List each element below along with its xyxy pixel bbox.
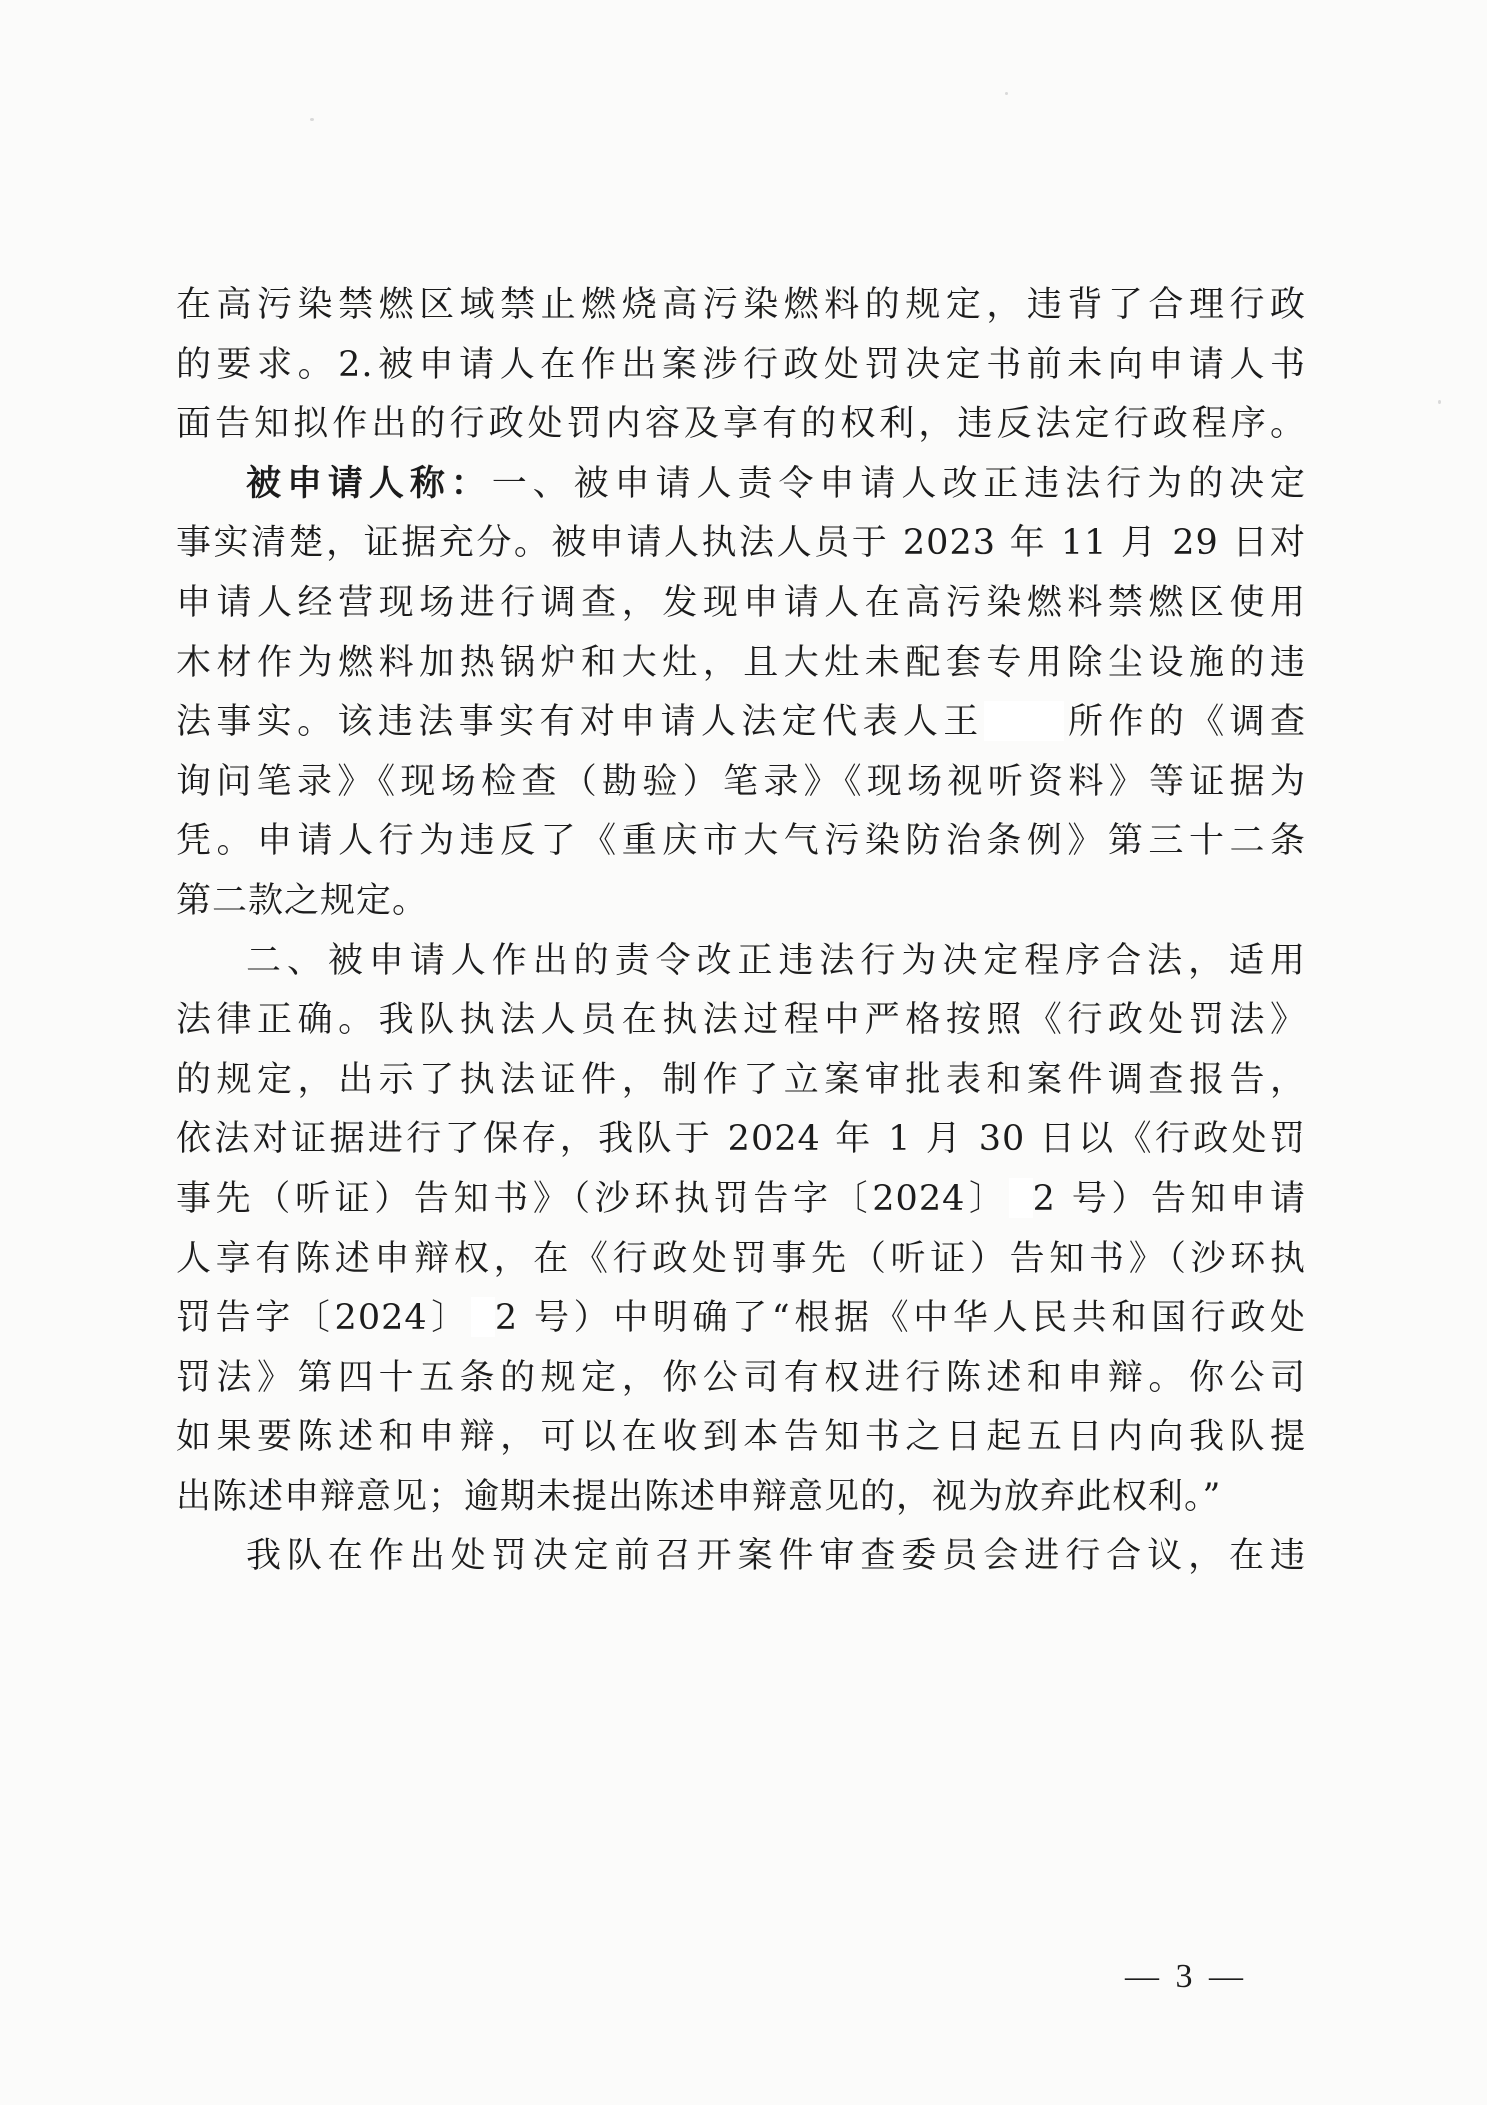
text-line: 二、被申请人作出的责令改正违法行为决定程序合法，适用 (246, 940, 1306, 981)
text-line (176, 1170, 1306, 1230)
text-fragment: 2 号）告知申请 (1032, 1178, 1306, 1219)
redaction-box (984, 701, 1064, 741)
text-line: 询问笔录》《现场检查（勘验）笔录》《现场视听资料》等证据为 (176, 761, 1306, 802)
text-line: 第二款之规定。 (176, 880, 429, 921)
redaction-box (1009, 1178, 1033, 1218)
text-fragment: 法事实。该违法事实有对申请人法定代表人王 (176, 702, 984, 743)
page-number: — 3 — (1125, 1958, 1247, 1995)
text-line: 的规定，出示了执法证件，制作了立案审批表和案件调查报告， (176, 1059, 1306, 1100)
text-line: 面告知拟作出的行政处罚内容及享有的权利，违反法定行政程序。 (176, 404, 1306, 445)
text-fragment: 一、被申请人责令申请人改正违法行为的决定 (491, 463, 1306, 504)
scan-speck (1438, 400, 1441, 404)
text-line: 罚法》第四十五条的规定，你公司有权进行陈述和申辩。你公司 (176, 1357, 1306, 1398)
text-line: 木材作为燃料加热锅炉和大灶，且大灶未配套专用除尘设施的违 (176, 642, 1306, 683)
text-line: 在高污染禁燃区域禁止燃烧高污染燃料的规定，违背了合理行政 (176, 285, 1306, 325)
document-body (176, 276, 1306, 1587)
text-line: 出陈述申辩意见；逾期未提出陈述申辩意见的，视为放弃此权利。” (176, 1476, 1222, 1517)
redaction-box (471, 1297, 495, 1337)
text-line (176, 693, 1306, 753)
text-line: 的要求。2.被申请人在作出案涉行政处罚决定书前未向申请人书 (176, 344, 1306, 385)
text-fragment: 所作的《调查 (1063, 702, 1306, 743)
text-fragment: 事先（听证）告知书》（沙环执罚告字〔2024〕 (176, 1178, 1009, 1219)
text-line: 我队在作出处罚决定前召开案件审查委员会进行合议，在违 (246, 1536, 1306, 1577)
respondent-statement-line (176, 455, 1306, 515)
text-line: 事实清楚，证据充分。被申请人执法人员于 2023 年 11 月 29 日对 (176, 523, 1306, 564)
text-line: 凭。申请人行为违反了《重庆市大气污染防治条例》第三十二条 (176, 821, 1306, 862)
text-line: 如果要陈述和申辩，可以在收到本告知书之日起五日内向我队提 (176, 1417, 1306, 1458)
text-fragment: 2 号）中明确了“根据《中华人民共和国行政处 (494, 1298, 1306, 1339)
respondent-label: 被申请人称： (246, 463, 492, 504)
scan-speck (310, 118, 314, 121)
text-line (176, 1289, 1306, 1349)
scan-speck (1005, 92, 1008, 95)
text-line: 依法对证据进行了保存，我队于 2024 年 1 月 30 日以《行政处罚 (176, 1119, 1306, 1160)
text-fragment: 罚告字〔2024〕 (176, 1298, 471, 1339)
text-line: 申请人经营现场进行调查，发现申请人在高污染燃料禁燃区使用 (176, 582, 1306, 623)
text-line: 人享有陈述申辩权，在《行政处罚事先（听证）告知书》（沙环执 (176, 1238, 1306, 1279)
text-line: 法律正确。我队执法人员在执法过程中严格按照《行政处罚法》 (176, 1000, 1306, 1041)
